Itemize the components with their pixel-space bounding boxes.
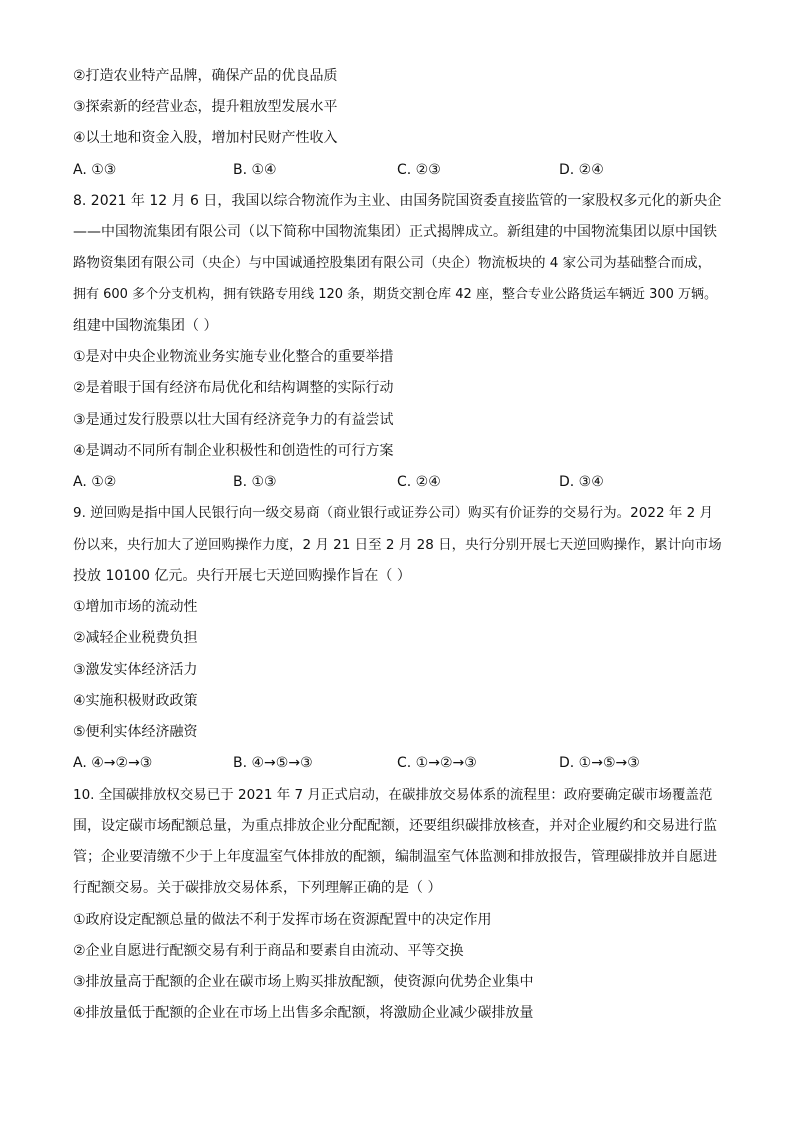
q7-options — [73, 160, 733, 180]
q8-item-2: ②是着眼于国有经济布局优化和结构调整的实际行动 — [73, 380, 394, 396]
q8-option-b: B. ①③ — [233, 474, 277, 490]
q9-item-5: ⑤便利实体经济融资 — [73, 724, 198, 740]
q8-option-a: A. ①② — [73, 474, 117, 490]
q9-stem-line-2: 份以来，央行加大了逆回购操作力度，2 月 21 日至 2 月 28 日，央行分别开展七天逆回购操作，累计向市场 — [73, 537, 722, 553]
q7-item-2: ②打造农业特产品牌，确保产品的优良品质 — [73, 68, 338, 84]
q8-options — [73, 472, 733, 492]
q8-stem-line-2: ——中国物流集团有限公司（以下简称中国物流集团）正式揭牌成立。新组建的中国物流集团以原中国铁 — [73, 224, 717, 240]
q9-item-4: ④实施积极财政政策 — [73, 693, 198, 709]
q10-stem-line-3: 管；企业要清缴不少于上年度温室气体排放的配额，编制温室气体监测和排放报告，管理碳排放并自愿进 — [73, 849, 717, 865]
q9-option-c: C. ①→②→③ — [397, 755, 477, 771]
q8-option-c: C. ②④ — [397, 474, 441, 490]
q10-item-2: ②企业自愿进行配额交易有利于商品和要素自由流动、平等交换 — [73, 943, 464, 959]
q8-item-4: ④是调动不同所有制企业积极性和创造性的可行方案 — [73, 443, 394, 459]
q9-item-1: ①增加市场的流动性 — [73, 599, 198, 615]
q8-item-3: ③是通过发行股票以壮大国有经济竞争力的有益尝试 — [73, 412, 394, 428]
q10-stem-line-4: 行配额交易。关于碳排放交易体系，下列理解正确的是（ ） — [73, 880, 442, 896]
q10-item-1: ①政府设定配额总量的做法不利于发挥市场在资源配置中的决定作用 — [73, 912, 492, 928]
q10-stem-line-2: 围，设定碳市场配额总量，为重点排放企业分配配额，还要组织碳排放核查，并对企业履约和交易进行监 — [73, 818, 717, 834]
q7-option-a: A. ①③ — [73, 162, 117, 178]
q10-stem-line-1: 10. 全国碳排放权交易已于 2021 年 7 月正式启动，在碳排放交易体系的流程里：政府要确定碳市场覆盖范 — [73, 787, 713, 803]
q8-item-1: ①是对中央企业物流业务实施专业化整合的重要举措 — [73, 349, 394, 365]
q8-stem-line-3: 路物资集团有限公司（央企）与中国诚通控股集团有限公司（央企）物流板块的 4 家公司为基础整合而成， — [73, 255, 712, 271]
q9-option-a: A. ④→②→③ — [73, 755, 153, 771]
q10-item-3: ③排放量高于配额的企业在碳市场上购买排放配额，使资源向优势企业集中 — [73, 974, 534, 990]
q8-stem-line-1: 8. 2021 年 12 月 6 日，我国以综合物流作为主业、由国务院国资委直接监管的一家股权多元化的新央企 — [73, 193, 722, 209]
q9-option-b: B. ④→⑤→③ — [233, 755, 313, 771]
q9-stem-line-3: 投放 10100 亿元。央行开展七天逆回购操作旨在（ ） — [73, 568, 411, 584]
q7-option-b: B. ①④ — [233, 162, 277, 178]
q9-options — [73, 753, 733, 773]
q9-option-d: D. ①→⑤→③ — [559, 755, 640, 771]
q10-item-4: ④排放量低于配额的企业在市场上出售多余配额，将激励企业减少碳排放量 — [73, 1005, 534, 1021]
q7-option-d: D. ②④ — [559, 162, 604, 178]
q9-stem-line-1: 9. 逆回购是指中国人民银行向一级交易商（商业银行或证券公司）购买有价证券的交易行为。2022 年 2 月 — [73, 505, 713, 521]
q9-item-3: ③激发实体经济活力 — [73, 662, 198, 678]
q7-item-3: ③探索新的经营业态，提升粗放型发展水平 — [73, 99, 338, 115]
q9-item-2: ②减轻企业税费负担 — [73, 630, 198, 646]
q7-item-4: ④以土地和资金入股，增加村民财产性收入 — [73, 130, 338, 146]
q8-stem-line-5: 组建中国物流集团（ ） — [73, 318, 218, 334]
q8-option-d: D. ③④ — [559, 474, 604, 490]
q7-option-c: C. ②③ — [397, 162, 441, 178]
q8-stem-line-4: 拥有 600 多个分支机构，拥有铁路专用线 120 条，期货交割仓库 42 座，整合专业公路货运车辆近 300 万辆。 — [73, 287, 718, 302]
